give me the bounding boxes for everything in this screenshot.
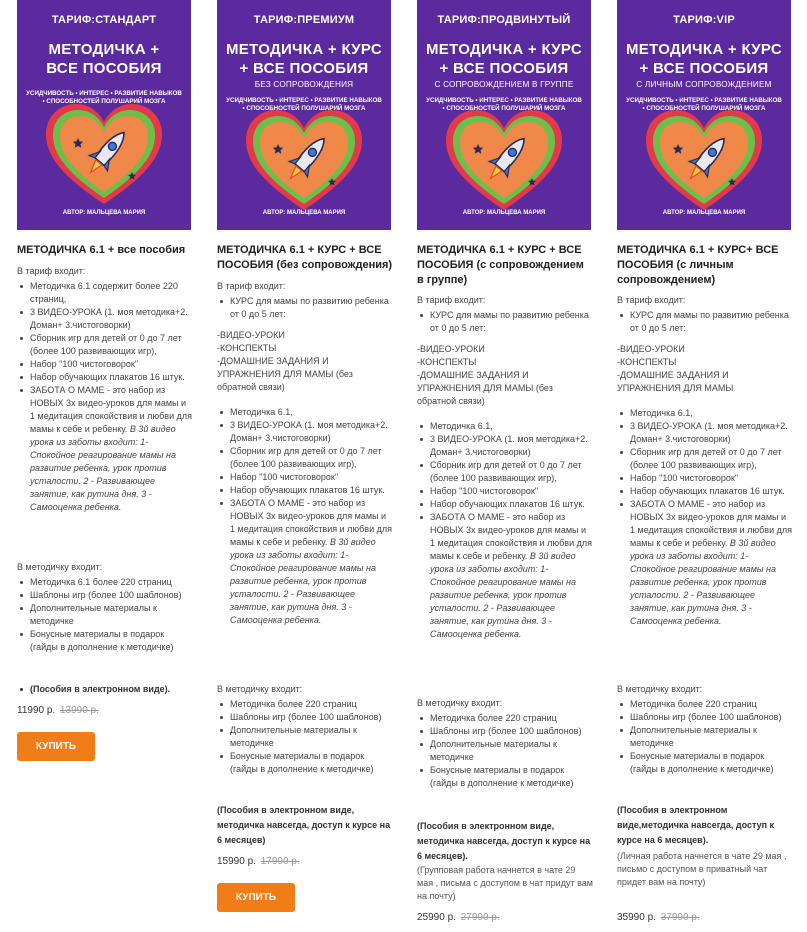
- cover-title: МЕТОДИЧКА + КУРС + ВСЕ ПОСОБИЯ: [426, 41, 582, 77]
- list-item: Бонусные материалы в подарок (гайды в дополнение к методичке): [17, 628, 193, 654]
- course-list: [617, 309, 793, 335]
- old-price: 17990 р.: [260, 856, 300, 867]
- includes-label: В тариф входит:: [617, 295, 686, 305]
- product-title: МЕТОДИЧКА 6.1 + все пособия: [17, 244, 186, 256]
- current-price: 35990 р.: [617, 912, 656, 923]
- list-item: 3 ВИДЕО-УРОКА (1. моя методика+2. Доман+ 3.чистоговорки): [417, 433, 593, 459]
- product-title: МЕТОДИЧКА 6.1 + КУРС + ВСЕ ПОСОБИЯ (с сопровождением в группе): [417, 244, 584, 286]
- list-item: Шаблоны игр (более 100 шаблонов): [217, 711, 393, 724]
- method-label: В методичку входит:: [617, 684, 703, 694]
- list-item: Дополнительные материалы к методичке: [17, 602, 193, 628]
- list-item: Дополнительные материалы к методичке: [617, 724, 793, 750]
- cover-title: МЕТОДИЧКА + ВСЕ ПОСОБИЯ: [46, 41, 162, 77]
- tariff-includes: [217, 280, 393, 627]
- product-title: МЕТОДИЧКА 6.1 + КУРС+ ВСЕ ПОСОБИЯ (с личным сопровождением): [617, 244, 779, 286]
- format-note: (Пособия в электронном виде, методичка навсегда, доступ к курсе на 6 месяцев): [217, 805, 391, 845]
- list-item: Набор обучающих плакатов 16 штук.: [217, 484, 393, 497]
- method-list: [617, 698, 793, 776]
- cover-tariff-label: ТАРИФ:ПРОДВИНУТЫЙ: [437, 14, 571, 26]
- list-item: Шаблоны игр (более 100 шаблонов): [17, 589, 193, 602]
- list-item: Бонусные материалы в подарок (гайды в дополнение к методичке): [617, 750, 793, 776]
- price: [417, 912, 500, 923]
- list-item: Методичка более 220 страниц: [617, 698, 793, 711]
- list-item: Шаблоны игр (более 100 шаблонов): [417, 725, 593, 738]
- method-label: В методичку входит:: [17, 562, 103, 572]
- course-items: -ВИДЕО-УРОКИ -КОНСПЕКТЫ -ДОМАШНИЕ ЗАДАНИЯ И УПРАЖНЕНИЯ ДЛЯ МАМЫ: [617, 344, 734, 393]
- format-note: (Пособия в электронном виде,методичка навсегда, доступ к курсе на 6 месяцев).: [617, 805, 775, 845]
- cover-author: АВТОР: МАЛЬЦЕВА МАРИЯ: [662, 210, 746, 216]
- buy-button[interactable]: КУПИТЬ: [217, 883, 295, 912]
- cover-skills: УСИДЧИВОСТЬ • ИНТЕРЕС • РАЗВИТИЕ НАВЫКОВ • СПОСОБНОСТЕЙ ПОЛУШАРИЙ МОЗГА: [26, 90, 182, 105]
- cover-author: АВТОР: МАЛЬЦЕВА МАРИЯ: [62, 210, 146, 216]
- cover-tariff-label: ТАРИФ:СТАНДАРТ: [51, 14, 157, 26]
- list-item: Методичка более 220 страниц: [217, 698, 393, 711]
- includes-list: [17, 280, 193, 514]
- cover-author: АВТОР: МАЛЬЦЕВА МАРИЯ: [462, 210, 546, 216]
- list-item: Набор обучающих плакатов 16 штук.: [417, 498, 593, 511]
- product-cover[interactable]: [417, 0, 591, 230]
- current-price: 11990 р.: [17, 705, 56, 716]
- list-item: Набор "100 чистоговорок": [17, 358, 193, 371]
- method-includes: [17, 561, 193, 654]
- list-item: Набор "100 чистоговорок": [217, 471, 393, 484]
- list-item: КУРС для мамы по развитию ребенка от 0 до 5 лет:: [617, 309, 793, 335]
- method-list: [17, 576, 193, 654]
- includes-label: В тариф входит:: [217, 281, 286, 291]
- group-note: (Групповая работа начнется в чате 29 мая , письма с доступом в чат придут вам на почту): [417, 865, 593, 901]
- format-note: (Пособия в электронном виде).: [17, 683, 193, 696]
- list-item: Бонусные материалы в подарок (гайды в дополнение к методичке): [417, 764, 593, 790]
- tariff-includes: [417, 294, 593, 641]
- method-includes: [217, 683, 393, 776]
- list-item: Шаблоны игр (более 100 шаблонов): [617, 711, 793, 724]
- method-list: [217, 698, 393, 776]
- cover-heart-art: [244, 110, 364, 212]
- cover-tariff-label: ТАРИФ:ПРЕМИУМ: [253, 14, 355, 26]
- list-item: Дополнительные материалы к методичке: [417, 738, 593, 764]
- method-label: В методичку входит:: [417, 698, 503, 708]
- list-item: Бонусные материалы в подарок (гайды в дополнение к методичке): [217, 750, 393, 776]
- list-item: КУРС для мамы по развитию ребенка от 0 до 5 лет:: [417, 309, 593, 335]
- cover-heart-art: [644, 110, 764, 212]
- includes-list: [417, 420, 593, 641]
- list-item: Методичка более 220 страниц: [417, 712, 593, 725]
- list-item: Набор обучающих плакатов 16 штук.: [17, 371, 193, 384]
- list-item: 3 ВИДЕО-УРОКА (1. моя методика+2. Доман+ 3.чистоговорки): [617, 420, 793, 446]
- list-item: Сборник игр для детей от 0 до 7 лет (более 100 развивающих игр),: [217, 445, 393, 471]
- old-price: 13990 р.: [59, 705, 99, 716]
- includes-label: В тариф входит:: [17, 266, 86, 276]
- cover-subtitle: С СОПРОВОЖДЕНИЕМ В ГРУППЕ: [434, 80, 574, 89]
- cover-title: МЕТОДИЧКА + КУРС + ВСЕ ПОСОБИЯ: [626, 41, 782, 77]
- list-item: Дополнительные материалы к методичке: [217, 724, 393, 750]
- list-item: Методичка 6.1,: [417, 420, 593, 433]
- old-price: 27990 р.: [460, 912, 500, 923]
- includes-list: [617, 407, 793, 628]
- product-title: МЕТОДИЧКА 6.1 + КУРС + ВСЕ ПОСОБИЯ (без сопровождения): [217, 244, 393, 271]
- cover-skills: УСИДЧИВОСТЬ • ИНТЕРЕС • РАЗВИТИЕ НАВЫКОВ • СПОСОБНОСТЕЙ ПОЛУШАРИЙ МОЗГА: [626, 97, 782, 112]
- cover-subtitle: С ЛИЧНЫМ СОПРОВОЖДЕНИЕМ: [636, 80, 772, 89]
- list-item: Методичка 6.1,: [617, 407, 793, 420]
- current-price: 15990 р.: [217, 856, 256, 867]
- current-price: 25990 р.: [417, 912, 456, 923]
- list-item: Методичка 6.1,: [217, 406, 393, 419]
- cover-title: МЕТОДИЧКА + КУРС + ВСЕ ПОСОБИЯ: [226, 41, 382, 77]
- list-item: ЗАБОТА О МАМЕ - это набор из НОВЫХ 3х видео-уроков для мамы и 1 медитация спокойствия и любви для мамы к себе и ребенку. В 3й видео урока из заботы входит: 1- Спокойное реагирование мамы на развитие ребенка, урок против усталости. 2 - Развивающее занятие, как рутина дня. 3 - Самооценка ребенка.: [217, 497, 393, 627]
- list-item: Сборник игр для детей от 0 до 7 лет (более 100 развивающих игр),: [617, 446, 793, 472]
- product-cover[interactable]: [217, 0, 391, 230]
- list-item: Набор "100 чистоговорок": [417, 485, 593, 498]
- method-label: В методичку входит:: [217, 684, 303, 694]
- list-item: 3 ВИДЕО-УРОКА (1. моя методика+2. Доман+ 3.чистоговорки): [217, 419, 393, 445]
- list-item: Методичка 6.1 более 220 страниц: [17, 576, 193, 589]
- list-item: ЗАБОТА О МАМЕ - это набор из НОВЫХ 3х видео-уроков для мамы и 1 медитация спокойствия и любви для мамы к себе и ребенку. В 3й видео урока из заботы входит: 1- Спокойное реагирование мамы на развитие ребенка, урок против усталости. 2 - Развивающее занятие, как рутина дня. 3 - Самооценка ребенка.: [417, 511, 593, 641]
- list-item: Сборник игр для детей от 0 до 7 лет (более 100 развивающих игр),: [17, 332, 193, 358]
- list-item: Методичка 6.1 содержит более 220 страниц,: [17, 280, 193, 306]
- cover-skills: УСИДЧИВОСТЬ • ИНТЕРЕС • РАЗВИТИЕ НАВЫКОВ • СПОСОБНОСТЕЙ ПОЛУШАРИЙ МОЗГА: [426, 97, 582, 112]
- buy-button[interactable]: КУПИТЬ: [17, 732, 95, 761]
- cover-tariff-label: ТАРИФ:VIP: [673, 14, 735, 26]
- method-includes: [617, 683, 793, 776]
- list-item: 3 ВИДЕО-УРОКА (1. моя методика+2. Доман+ 3.чистоговорки): [17, 306, 193, 332]
- includes-label: В тариф входит:: [417, 295, 486, 305]
- list-item: Сборник игр для детей от 0 до 7 лет (более 100 развивающих игр),: [417, 459, 593, 485]
- personal-note: (Личная работа начнется в чате 29 мая , письмо с доступом в приватный чат придет вам на почту): [617, 851, 787, 887]
- list-item: ЗАБОТА О МАМЕ - это набор из НОВЫХ 3х видео-уроков для мамы и 1 медитация спокойствия и любви для мамы к себе и ребенку. В 3й видео урока из заботы входит: 1- Спокойное реагирование мамы на развитие ребенка, урок против усталости. 2 - Развивающее занятие, как рутина дня. 3 - Самооценка ребенка.: [17, 384, 193, 514]
- price: [217, 856, 300, 867]
- course-items: -ВИДЕО-УРОКИ -КОНСПЕКТЫ -ДОМАШНИЕ ЗАДАНИЯ И УПРАЖНЕНИЯ ДЛЯ МАМЫ (без обратной связи): [417, 344, 553, 406]
- course-items: -ВИДЕО-УРОКИ -КОНСПЕКТЫ -ДОМАШНИЕ ЗАДАНИЯ И УПРАЖНЕНИЯ ДЛЯ МАМЫ (без обратной связи): [217, 330, 353, 392]
- price: [17, 705, 99, 716]
- format-note: (Пособия в электронном виде, методичка навсегда, доступ к курсе на 6 месяцев).: [417, 821, 591, 861]
- course-list: [417, 309, 593, 335]
- tariff-includes: [17, 265, 193, 514]
- old-price: 37990 р.: [660, 912, 700, 923]
- includes-list: [217, 406, 393, 627]
- cover-skills: УСИДЧИВОСТЬ • ИНТЕРЕС • РАЗВИТИЕ НАВЫКОВ • СПОСОБНОСТЕЙ ПОЛУШАРИЙ МОЗГА: [226, 97, 382, 112]
- product-cover[interactable]: [17, 0, 191, 230]
- list-item: КУРС для мамы по развитию ребенка от 0 до 5 лет:: [217, 295, 393, 321]
- tariff-includes: [617, 294, 793, 628]
- list-item: ЗАБОТА О МАМЕ - это набор из НОВЫХ 3х видео-уроков для мамы и 1 медитация спокойствия и любви для мамы к себе и ребенку. В 3й видео урока из заботы входит: 1- Спокойное реагирование мамы на развитие ребенка, урок против усталости. 2 - Развивающее занятие, как рутина дня. 3 - Самооценка ребенка.: [617, 498, 793, 628]
- cover-heart-art: [44, 104, 164, 206]
- list-item: Набор обучающих плакатов 16 штук.: [617, 485, 793, 498]
- list-item: Набор "100 чистоговорок": [617, 472, 793, 485]
- method-list: [417, 712, 593, 790]
- course-list: [217, 295, 393, 321]
- cover-author: АВТОР: МАЛЬЦЕВА МАРИЯ: [262, 210, 346, 216]
- cover-heart-art: [444, 110, 564, 212]
- method-includes: [417, 697, 593, 790]
- price: [617, 912, 700, 923]
- product-cover[interactable]: [617, 0, 791, 230]
- cover-subtitle: БЕЗ СОПРОВОЖДЕНИЯ: [254, 80, 354, 89]
